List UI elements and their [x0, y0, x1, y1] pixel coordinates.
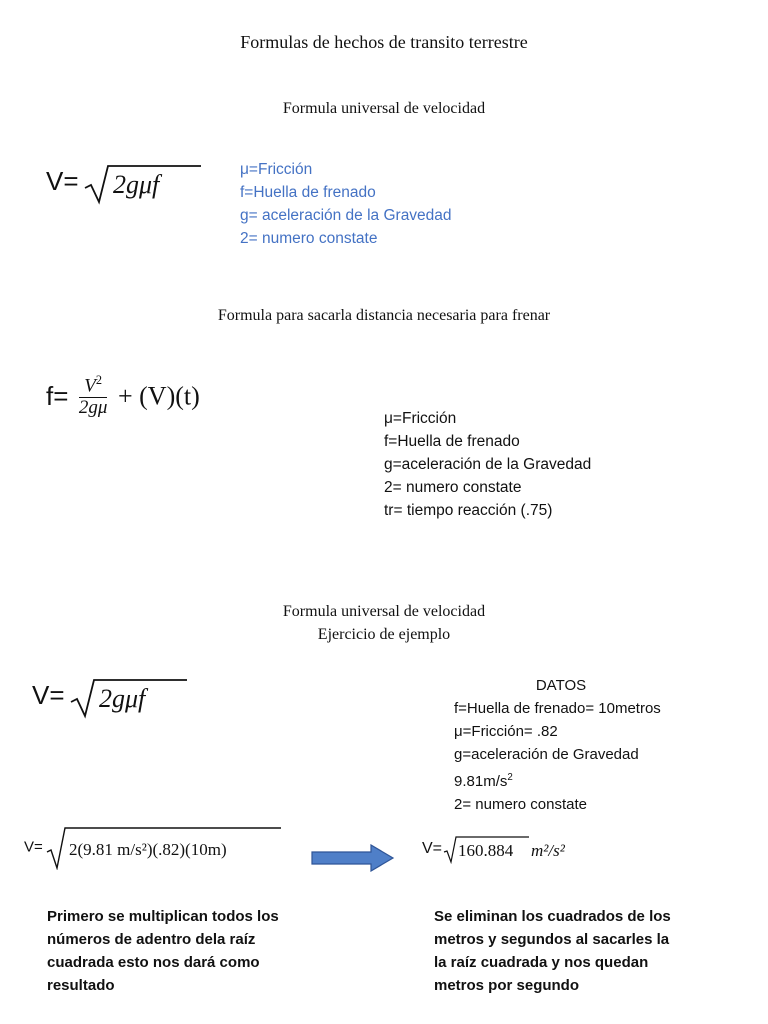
datos-item: $9.81m/s^2$: [454, 772, 513, 790]
legend-item: f=Huella de frenado: [384, 433, 520, 450]
right-arrow-icon: [311, 844, 395, 872]
note-line: la raíz cuadrada y nos quedan: [434, 954, 649, 971]
section3-subheading: Ejercicio de ejemplo: [317, 626, 451, 643]
step2-lead: V=: [422, 840, 443, 857]
datos-item: 2= numero constate: [454, 796, 588, 813]
legend-item: 2= numero constate: [240, 230, 378, 247]
note-line: cuadrada esto nos dará como: [47, 954, 260, 971]
braking-formula: [46, 374, 200, 419]
sqrt-symbol: [443, 834, 595, 864]
sqrt-symbol: [45, 824, 283, 870]
braking-formula-tail: + (V)(t): [117, 381, 200, 411]
legend-item: f=Huella de frenado: [240, 184, 376, 201]
datos-title: DATOS: [535, 677, 587, 694]
step1-lead: V=: [24, 838, 43, 856]
velocity-formula: [46, 162, 203, 206]
page-title: Formulas de hechos de transito terrestre: [240, 32, 528, 52]
section3-heading: Formula universal de velocidad: [282, 603, 486, 620]
example-formula-lead: V=: [32, 679, 65, 710]
velocity-formula-lead: V=: [46, 165, 79, 196]
legend-item: tr= tiempo reacción (.75): [384, 502, 553, 519]
datos-item: f=Huella de frenado= 10metros: [454, 700, 661, 717]
datos-item: μ=Fricción= .82: [454, 723, 558, 740]
explanation-left: [47, 905, 279, 997]
note-line: metros y segundos al sacarles la: [434, 931, 670, 948]
datos-item: g=aceleración de Gravedad: [454, 746, 639, 763]
note-line: números de adentro dela raíz: [47, 931, 256, 948]
note-line: resultado: [47, 977, 115, 994]
note-line: metros por segundo: [434, 977, 580, 994]
note-line: Se eliminan los cuadrados de los: [434, 908, 671, 925]
section2-heading: Formula para sacarla distancia necesaria para frenar: [217, 307, 551, 324]
sqrt-symbol: [69, 676, 189, 720]
step2-units: m²/s²: [531, 841, 565, 860]
example-velocity-formula: [32, 676, 189, 720]
explanation-right: [434, 905, 671, 997]
legend-item: μ=Fricción: [384, 410, 457, 427]
legend-item: 2= numero constate: [384, 479, 522, 496]
section1-heading: Formula universal de velocidad: [282, 100, 486, 117]
velocity-radicand: 2gμf: [113, 170, 160, 199]
fraction-numerator: $V^2$: [79, 374, 108, 398]
legend-item: μ=Fricción: [240, 161, 313, 178]
fraction-denominator: 2gμ: [78, 397, 108, 419]
sqrt-symbol: [83, 162, 203, 206]
legend-item: g=aceleración de la Gravedad: [384, 456, 592, 473]
datos-block: [454, 674, 668, 816]
braking-fraction: [79, 374, 108, 419]
example-radicand: 2gμf: [99, 684, 146, 713]
braking-formula-lead: f=: [46, 381, 69, 412]
section2-legend: [384, 407, 591, 522]
section1-legend: [240, 158, 452, 250]
legend-item: g= aceleración de la Gravedad: [240, 207, 452, 224]
example-step2-formula: [422, 834, 595, 864]
note-line: Primero se multiplican todos los: [47, 908, 279, 925]
step1-radicand: 2(9.81 m/s²)(.82)(10m): [68, 840, 227, 859]
step2-value: 160.884: [458, 841, 514, 860]
example-step1-formula: [24, 824, 283, 870]
